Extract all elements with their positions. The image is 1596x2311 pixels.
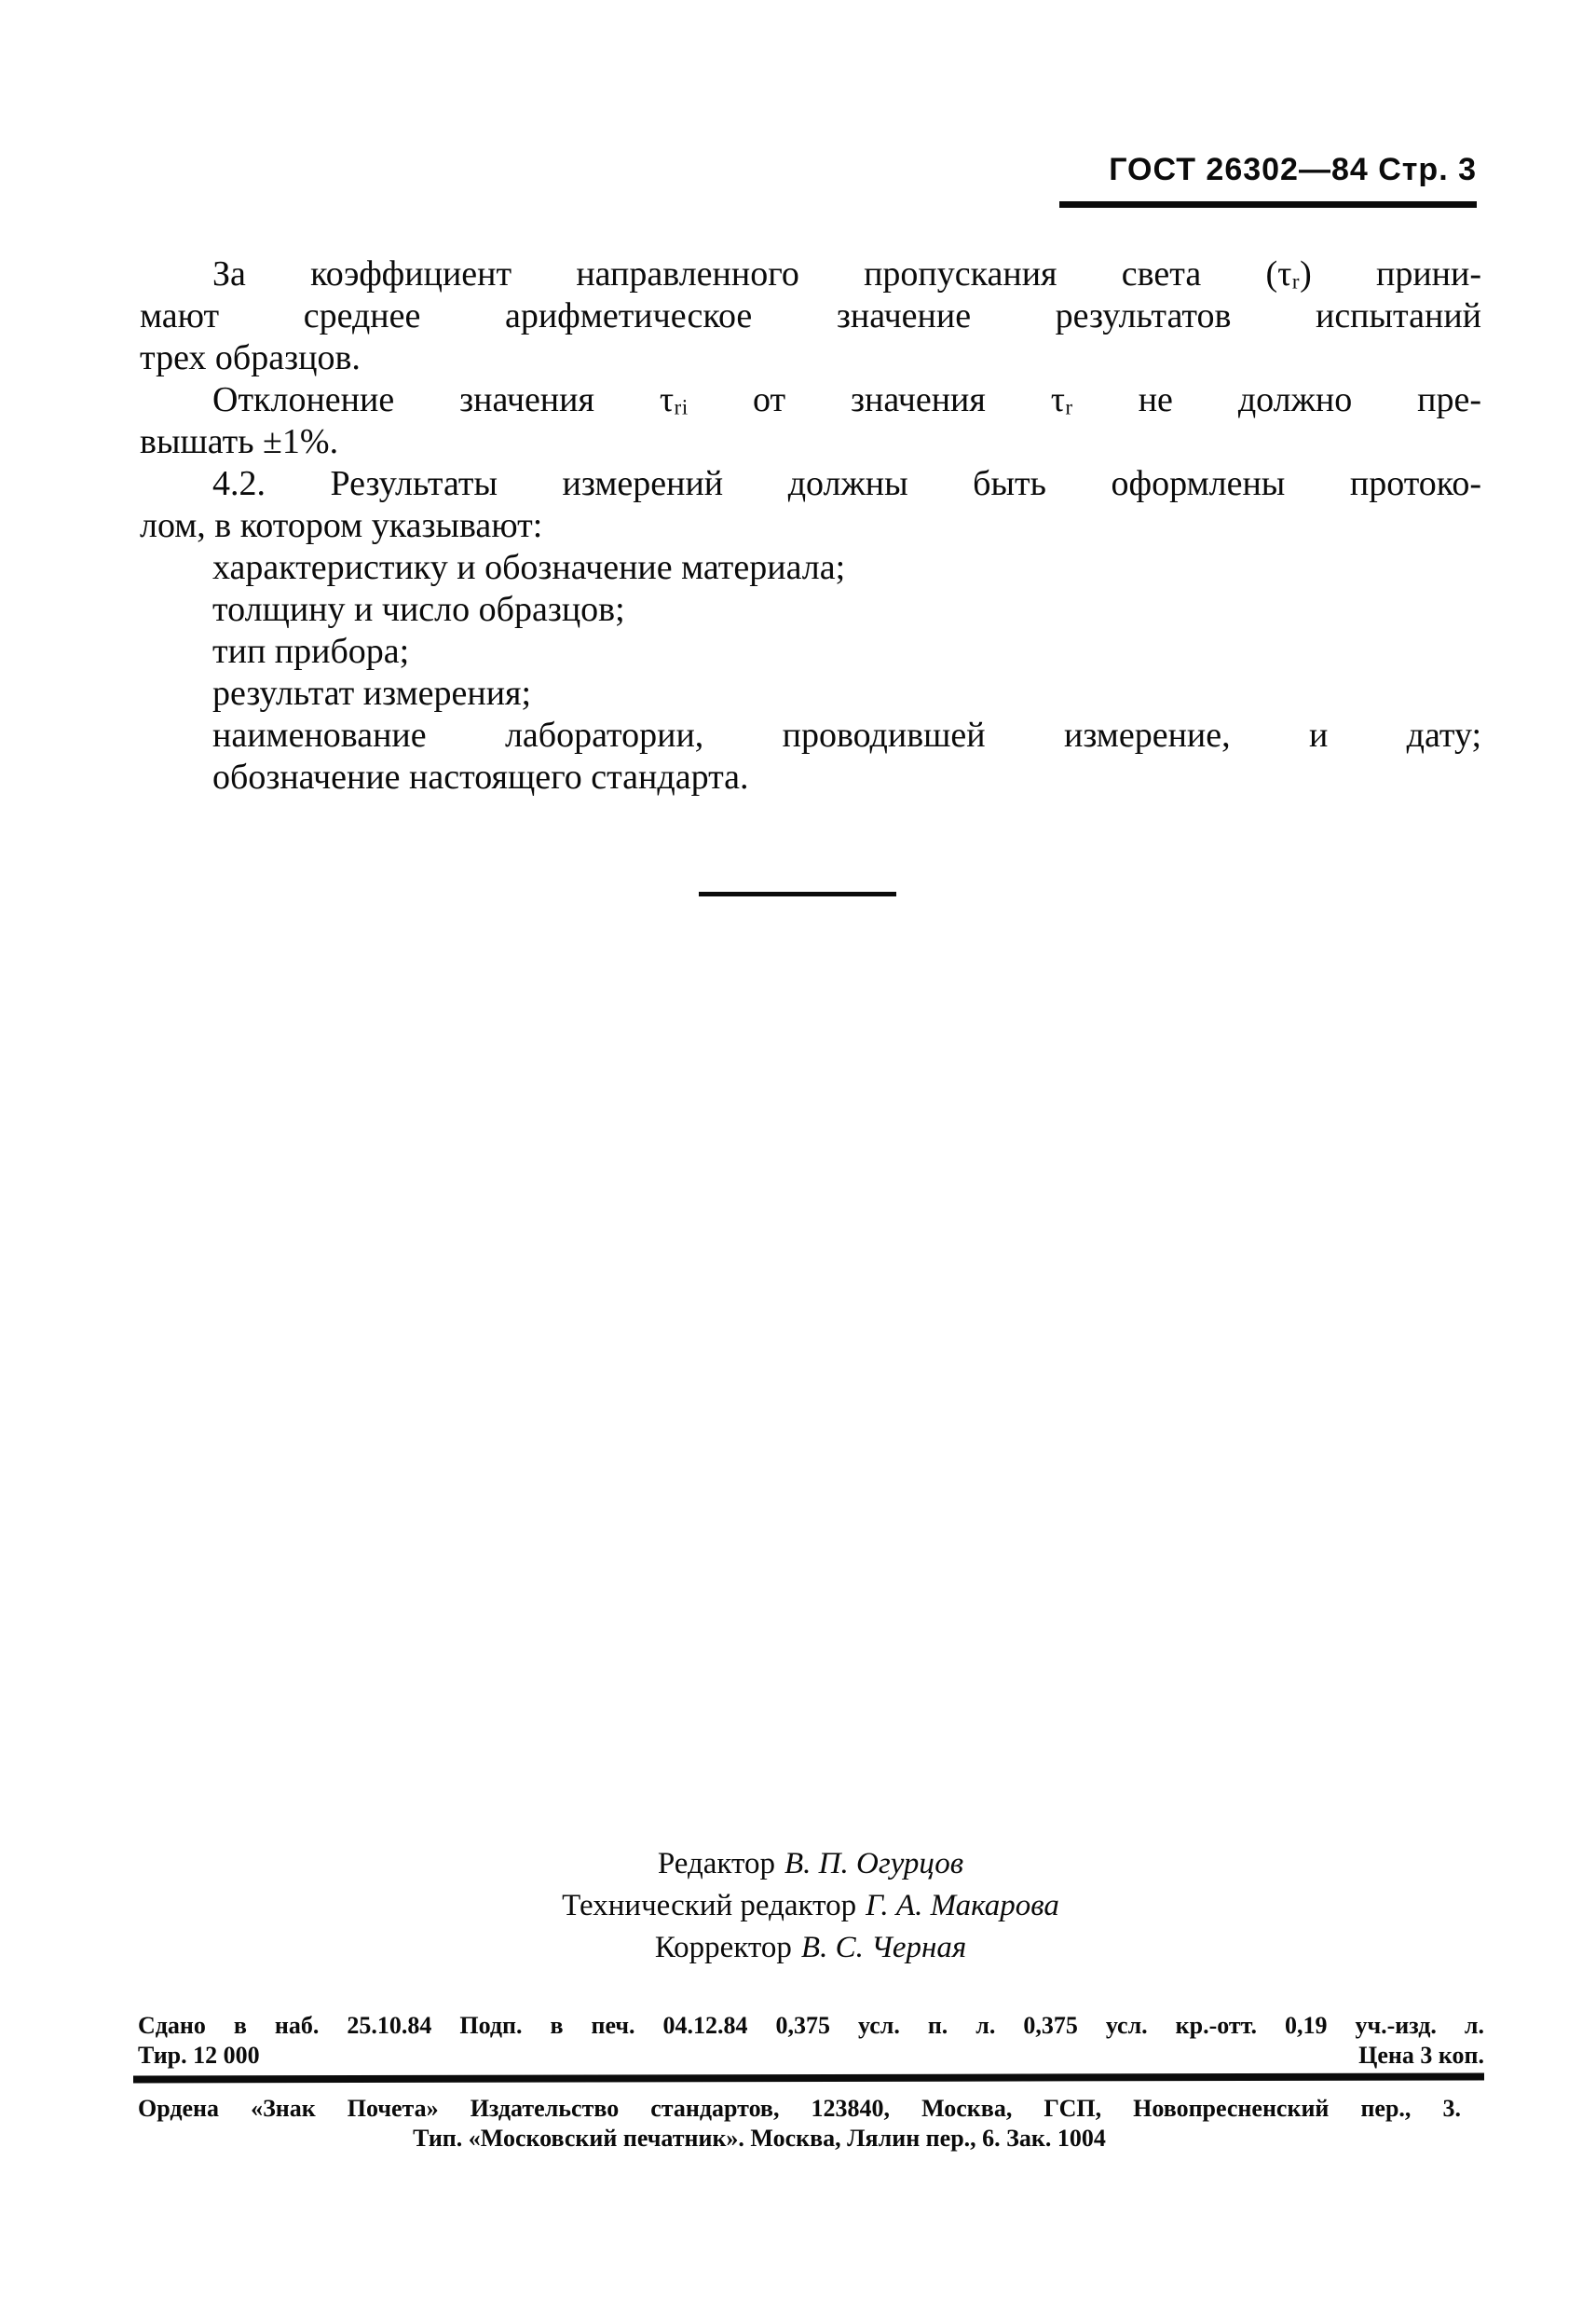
publisher-address: Ордена «Знак Почета» Издательство стандартов, 123840, Москва, ГСП, Новопресненский пер., 3. xyxy=(138,2095,1461,2122)
header-rule xyxy=(1059,201,1477,208)
body-line: наименование лаборатории, проводившей измерение, и дату; xyxy=(212,716,1481,755)
credit-line-corrector xyxy=(140,1927,1481,1969)
credit-role: Редактор xyxy=(657,1847,775,1880)
colophon-block xyxy=(138,2011,1484,2071)
body-text xyxy=(140,253,1481,799)
credit-line-editor xyxy=(140,1843,1481,1885)
body-line: Отклонение значения τᵣᵢ от значения τᵣ не должно пре- xyxy=(212,380,1481,419)
body-line: трех образцов. xyxy=(140,338,361,377)
body-line: вышать ±1%. xyxy=(140,422,339,461)
section-divider xyxy=(699,892,896,896)
body-line: характеристику и обозначение материала; xyxy=(212,548,846,587)
body-line: лом, в котором указывают: xyxy=(140,506,543,545)
body-line: толщину и число образцов; xyxy=(212,590,625,629)
body-line: результат измерения; xyxy=(212,674,532,713)
body-line: тип прибора; xyxy=(212,632,410,671)
credit-role: Корректор xyxy=(654,1931,792,1964)
body-line: обозначение настоящего стандарта. xyxy=(212,758,749,797)
credit-name: Г. А. Макарова xyxy=(866,1889,1059,1922)
colophon-line xyxy=(138,2041,1484,2071)
credit-name: В. П. Огурцов xyxy=(784,1847,964,1880)
body-line: 4.2. Результаты измерений должны быть оформлены протоко- xyxy=(212,464,1481,503)
bottom-rule xyxy=(133,2072,1484,2083)
colophon-line: Сдано в наб. 25.10.84 Подп. в печ. 04.12.84 0,375 усл. п. л. 0,375 усл. кр.-отт. 0,19 уч.-изд. л. xyxy=(138,2012,1484,2039)
page-header-title: ГОСТ 26302—84 Стр. 3 xyxy=(1109,152,1477,187)
body-line: За коэффициент направленного пропускания света (τᵣ) прини- xyxy=(212,254,1481,294)
print-run: Тир. 12 000 xyxy=(138,2042,260,2069)
credits-block xyxy=(140,1843,1481,1969)
printer-address: Тип. «Московский печатник». Москва, Лялин пер., 6. Зак. 1004 xyxy=(413,2125,1106,2152)
credit-role: Технический редактор xyxy=(562,1889,857,1922)
credit-line-technical-editor xyxy=(140,1885,1481,1927)
price: Цена 3 коп. xyxy=(1358,2042,1484,2069)
body-line: мают среднее арифметическое значение результатов испытаний xyxy=(140,296,1481,335)
credit-name: В. С. Черная xyxy=(800,1931,967,1964)
